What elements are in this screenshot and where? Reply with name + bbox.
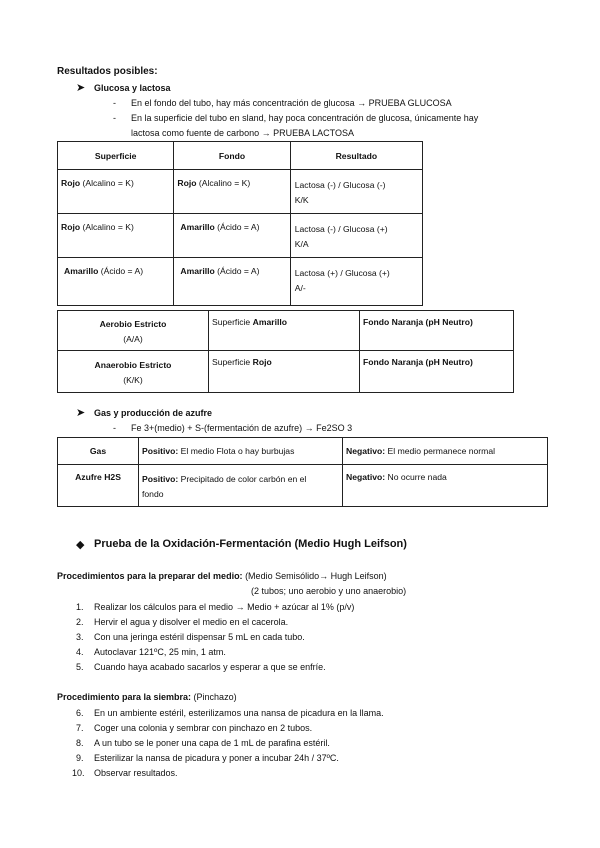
table-aerobio-anaerobio — [57, 310, 514, 393]
table-row — [58, 351, 514, 393]
glucosa-bullet-1: En el fondo del tubo, hay más concentración de glucosa → PRUEBA GLUCOSA — [131, 98, 452, 108]
cell-superficie: Amarillo (Ácido = A) — [58, 258, 174, 306]
cell-superficie: Rojo (Alcalino = K) — [58, 170, 174, 214]
list-item: 10. Observar resultados. — [72, 768, 178, 778]
table-glucosa-lactosa — [57, 141, 423, 306]
cell-superficie: Superficie Rojo — [209, 351, 360, 393]
diamond-bullet-icon: ◆ — [76, 539, 85, 551]
cell-tipo: Aerobio Estricto (A/A) — [58, 311, 209, 351]
list-item: 8. A un tubo se le poner una capa de 1 mL de parafina estéril. — [76, 738, 330, 748]
header-fondo: Fondo — [174, 142, 290, 170]
results-heading: Resultados posibles: — [57, 66, 158, 77]
list-item: 7. Coger una colonia y sembrar con pinchazo en 2 tubos. — [76, 723, 313, 733]
table-row — [58, 465, 548, 507]
cell-label: Azufre H2S — [58, 465, 139, 507]
list-item: 2. Hervir el agua y disolver el medio en el cacerola. — [76, 617, 289, 627]
gas-heading: Gas y producción de azufre — [94, 408, 213, 418]
list-item: 4. Autoclavar 121ºC, 25 min, 1 atm. — [76, 647, 226, 657]
cell-positivo: Positivo: El medio Flota o hay burbujas — [139, 438, 343, 465]
cell-label: Gas — [58, 438, 139, 465]
cell-resultado: Lactosa (+) / Glucosa (+) A/- — [290, 258, 422, 306]
cell-superficie: Superficie Amarillo — [209, 311, 360, 351]
cell-superficie: Rojo (Alcalino = K) — [58, 214, 174, 258]
table-row — [58, 214, 423, 258]
glucosa-heading: Glucosa y lactosa — [94, 83, 171, 93]
arrow-bullet-icon: ➤ — [76, 82, 86, 94]
cell-negativo: Negativo: No ocurre nada — [343, 465, 548, 507]
arrow-bullet-icon: ➤ — [76, 407, 86, 419]
table-gas-azufre — [57, 437, 548, 507]
header-resultado: Resultado — [290, 142, 422, 170]
cell-positivo: Positivo: Precipitado de color carbón en el fondo — [139, 465, 343, 507]
cell-fondo: Amarillo (Ácido = A) — [174, 258, 290, 306]
section-title: Prueba de la Oxidación-Fermentación (Medio Hugh Leifson) — [94, 538, 407, 550]
cell-fondo: Rojo (Alcalino = K) — [174, 170, 290, 214]
glucosa-bullet-2: En la superficie del tubo en sland, hay poca concentración de glucosa, únicamente hay — [131, 113, 479, 123]
dash-icon: - — [113, 423, 116, 433]
table-row — [58, 438, 548, 465]
table-header-row — [58, 142, 423, 170]
header-superficie: Superficie — [58, 142, 174, 170]
proc2-label: Procedimiento para la siembra: (Pinchazo) — [57, 692, 237, 702]
list-item: 9. Esterilizar la nansa de picadura y poner a incubar 24h / 37ºC. — [76, 753, 339, 763]
list-item: 6. En un ambiente estéril, esterilizamos una nansa de picadura en la llama. — [76, 708, 384, 718]
cell-fondo: Fondo Naranja (pH Neutro) — [360, 351, 514, 393]
glucosa-bullet-3: lactosa como fuente de carbono → PRUEBA LACTOSA — [131, 128, 354, 138]
cell-tipo: Anaerobio Estricto (K/K) — [58, 351, 209, 393]
cell-resultado: Lactosa (-) / Glucosa (-) K/K — [290, 170, 422, 214]
list-item: 3. Con una jeringa estéril dispensar 5 mL en cada tubo. — [76, 632, 305, 642]
cell-fondo: Fondo Naranja (pH Neutro) — [360, 311, 514, 351]
dash-icon: - — [113, 113, 116, 123]
table-row — [58, 311, 514, 351]
table-row — [58, 258, 423, 306]
proc1-label: Procedimientos para la preparar del medio: (Medio Semisólido→ Hugh Leifson) — [57, 571, 387, 581]
dash-icon: - — [113, 98, 116, 108]
cell-negativo: Negativo: El medio permanece normal — [343, 438, 548, 465]
list-item: 1. Realizar los cálculos para el medio → Medio + azúcar al 1% (p/v) — [76, 602, 355, 612]
table-row — [58, 170, 423, 214]
gas-formula: Fe 3+(medio) + S-(fermentación de azufre) → Fe2SO 3 — [131, 423, 353, 433]
proc1-note: (2 tubos; uno aerobio y uno anaerobio) — [251, 586, 407, 596]
list-item: 5. Cuando haya acabado sacarlos y esperar a que se enfríe. — [76, 662, 326, 672]
cell-resultado: Lactosa (-) / Glucosa (+) K/A — [290, 214, 422, 258]
cell-fondo: Amarillo (Ácido = A) — [174, 214, 290, 258]
